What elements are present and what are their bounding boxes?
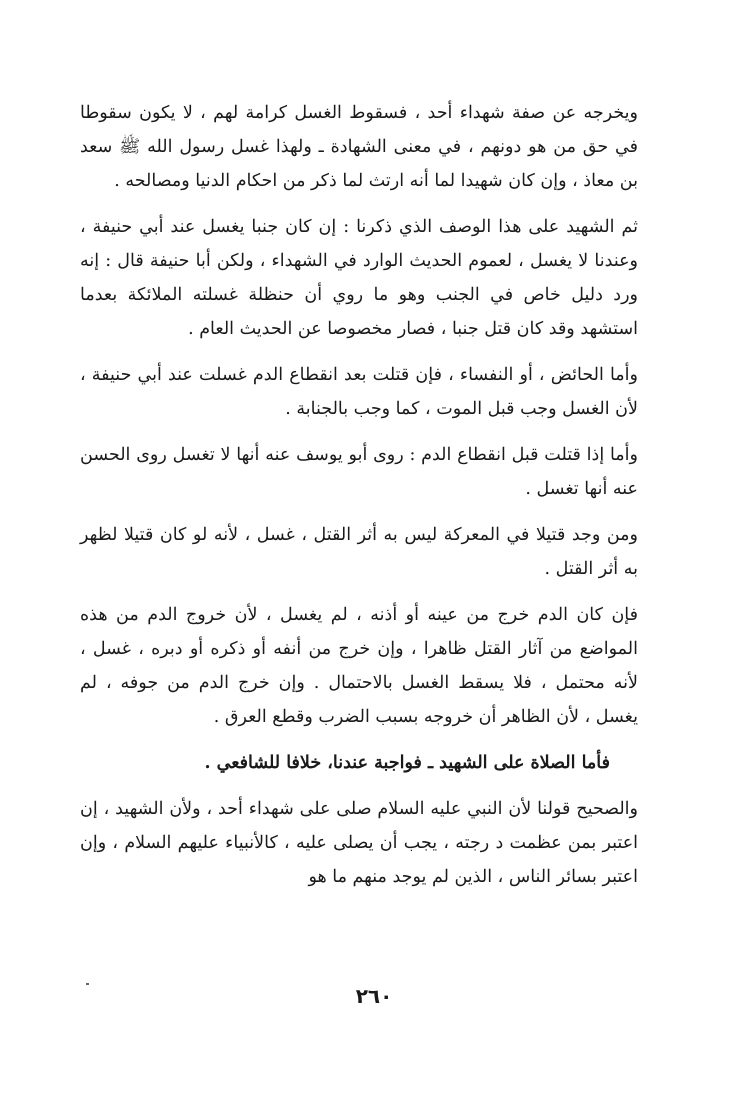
page-body [80, 96, 638, 906]
paragraph-final: والصحيح قولنا لأن النبي عليه السلام صلى على شهداء أحد ، ولأن الشهيد ، إن اعتبر بمن عظمت د رجته ، يجب أن يصلى عليه ، كالأنبياء عليهم السلام ، وإن اعتبر بسائر الناس ، الذين لم يوجد منهم ما هو [80, 799, 638, 887]
paragraph-2: ثم الشهيد على هذا الوصف الذي ذكرنا : إن كان جنبا يغسل عند أبي حنيفة ، وعندنا لا يغسل ، لعموم الحديث الوارد في الشهداء ، ولكن أبا حنيفة قال : إنه ورد دليل خاص في الجنب وهو ما روي أن حنظلة غسلته الملائكة بعدما استشهد وقد كان قتل جنبا ، فصار مخصوصا عن الحديث العام . [80, 217, 638, 339]
paragraph-1: ويخرجه عن صفة شهداء أحد ، فسقوط الغسل كرامة لهم ، لا يكون سقوطا في حق من هو دونهم ، في معنى الشهادة ـ ولهذا غسل رسول الله ﷺ سعد بن معاذ ، وإن كان شهيدا لما أنه ارتث لما ذكر من احكام الدنيا ومصالحه . [80, 103, 638, 191]
paragraph-6: فإن كان الدم خرج من عينه أو أذنه ، لم يغسل ، لأن خروج الدم من هذه المواضع من آثار القتل ظاهرا ، وإن خرج من أنفه أو ذكره أو دبره ، غسل ، لأنه محتمل ، فلا يسقط الغسل بالاحتمال . وإن خرج الدم من جوفه ، لم يغسل ، لأن الظاهر أن خروجه بسبب الضرب وقطع العرق . [80, 605, 638, 727]
paragraph-5: ومن وجد قتيلا في المعركة ليس به أثر القتل ، غسل ، لأنه لو كان قتيلا لظهر به أثر القتل . [80, 525, 638, 579]
page-number: ٢٦٠ [355, 984, 393, 1008]
paragraph-3: وأما الحائض ، أو النفساء ، فإن قتلت بعد انقطاع الدم غسلت عند أبي حنيفة ، لأن الغسل وجب قبل الموت ، كما وجب بالجنابة . [80, 365, 638, 419]
paragraph-4: وأما إذا قتلت قبل انقطاع الدم : روى أبو يوسف عنه أنها لا تغسل روى الحسن عنه أنها تغسل . [80, 445, 638, 499]
section-heading: فأما الصلاة على الشهيد ـ فواجبة عندنا، خلافا للشافعي . [204, 753, 610, 773]
